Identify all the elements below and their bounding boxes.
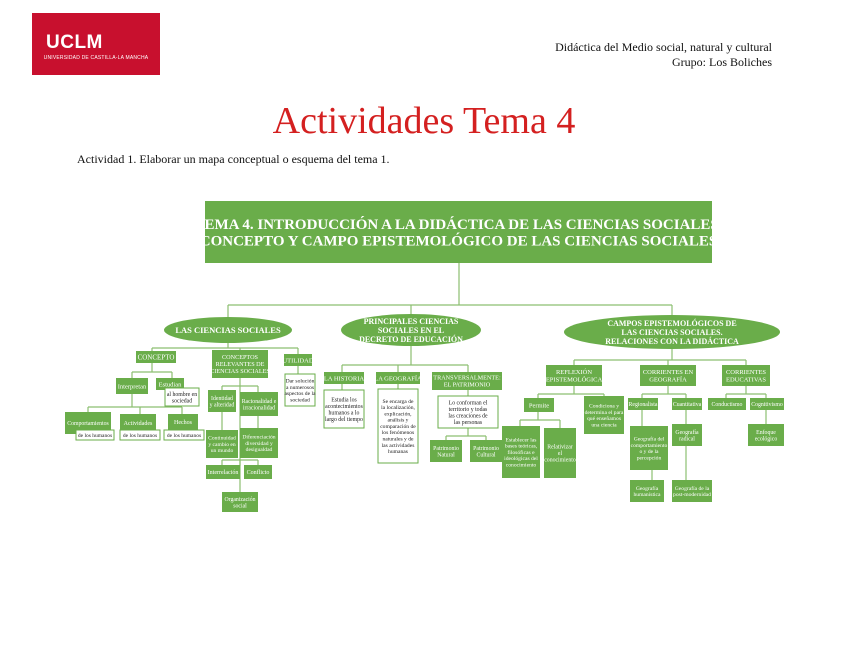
node-text: Patrimonio Cultural [473, 445, 499, 459]
node-condiciona [584, 396, 624, 434]
node-text: Regionalista [628, 402, 658, 409]
node-text: CORRIENTES EDUCATIVAS [725, 369, 767, 384]
node-text: Identidad y alteridad [209, 395, 235, 409]
node-la-geografia [374, 372, 422, 384]
node-conceptos-relevantes [210, 350, 270, 378]
node-text: de los humanos [166, 432, 202, 439]
node-transversal [432, 372, 502, 390]
node-enfoque-ecologico [748, 424, 784, 446]
node-text: Conflicto [246, 470, 270, 477]
node-text: Actividades [123, 421, 153, 428]
page-title: Actividades Tema 4 [272, 100, 576, 142]
node-text: de los humanos [77, 432, 113, 439]
node-text: TEMA 4. INTRODUCCIÓN A LA DIDÁCTICA DE LAS CIENCIAS SOCIALES. CONCEPTO Y CAMPO EPISTEMOLÓGICO DE LAS CIENCIAS SOCIALES [194, 216, 723, 250]
node-conductismo [708, 398, 746, 410]
node-text: UTILIDAD [282, 357, 314, 365]
node-geo-radical [672, 424, 702, 446]
node-text: Geografía humanística [633, 485, 661, 499]
node-geo-humanistica [630, 480, 664, 502]
node-regionalista [628, 398, 658, 410]
node-text: REFLEXIÓN EPISTEMOLÓGICA [545, 369, 603, 384]
node-text: CAMPOS EPISTEMOLÓGICOS DE LAS CIENCIAS SOCIALES. RELACIONES CON LA DIDÁCTICA [605, 318, 739, 346]
node-patrimonio-cultural [470, 440, 502, 462]
node-reflexion [546, 365, 603, 386]
node-utilidad [282, 354, 313, 366]
node-text: LA GEOGRAFÍA [374, 375, 422, 383]
main-title-box [194, 201, 722, 263]
node-text: CONCEPTOS RELEVANTES DE CIENCIAS SOCIALES [210, 354, 270, 376]
node-concepto [136, 351, 176, 363]
node-text: Estudian [158, 381, 182, 389]
node-geo-comportamiento [630, 426, 668, 470]
node-organizacion [222, 492, 258, 512]
node-text: Enfoque ecológico [754, 429, 778, 443]
logo-subtext: UNIVERSIDAD DE CASTILLA-LA MANCHA [43, 55, 149, 61]
node-actividades [120, 414, 156, 432]
node-conflicto [244, 465, 272, 479]
node-text: Racionalidad e irracionalidad [241, 398, 277, 412]
node-al-hombre [165, 388, 199, 406]
node-cuantitativa [672, 398, 702, 410]
node-text: de los humanos [122, 432, 158, 439]
activity-text: Actividad 1. Elaborar un mapa conceptual o esquema del tema 1. [77, 152, 390, 166]
node-text: Cognitivismo [751, 402, 783, 409]
node-hechos [168, 414, 198, 430]
node-relativizar [544, 428, 576, 478]
node-text: Geografía radical [675, 429, 699, 443]
node-cognitivismo [750, 398, 784, 410]
node-text: Dar solución a numerosos aspectos de la sociedad [284, 378, 316, 404]
node-text: Organización social [224, 496, 256, 510]
node-text: Diferenciación diversidad y desigualdad [242, 434, 276, 454]
node-de-los-humanos-3 [164, 430, 204, 440]
node-text: Permite [528, 402, 550, 410]
node-text: Estudia los acontecimientos humanos a lo largo del tiempo [325, 397, 363, 423]
node-text: Hechos [174, 420, 192, 427]
node-interpretan [116, 378, 148, 394]
node-text: Cuantitativa [672, 402, 702, 409]
node-text: PRINCIPALES CIENCIAS SOCIALES EN EL DECRETO DE EDUCACIÓN [359, 316, 463, 344]
node-corrientes-edu [722, 365, 770, 386]
branch-ciencias-sociales [164, 317, 292, 343]
node-text: Establecer las bases teóricas, filosóficas e ideológicas del conocimiento [504, 437, 538, 469]
node-text: Patrimonio Natural [433, 445, 459, 459]
node-interrelacion [206, 465, 240, 479]
node-continuidad [206, 430, 238, 458]
node-permite [524, 398, 554, 412]
node-diferenciacion [240, 428, 278, 458]
node-text: al hombre en sociedad [166, 391, 198, 405]
node-identidad [208, 390, 236, 412]
node-historia-desc [324, 390, 364, 428]
node-text: Comportamientos [67, 421, 109, 428]
node-text: Condiciona y determina el para qué enseñamos una ciencia [584, 403, 624, 429]
node-geo-postmodernidad [672, 480, 712, 502]
node-text: Geografía del comportamiento o y de la percepción [630, 436, 668, 462]
node-de-los-humanos-2 [120, 430, 160, 440]
logo-mark: UCLM [46, 32, 103, 53]
node-text: Geografía de la post-modernidad [673, 485, 711, 499]
node-dar-solucion [284, 374, 316, 406]
concept-map-nodes [65, 201, 784, 512]
node-text: CONCEPTO [137, 353, 175, 362]
node-text: Continuidad y cambio en un mundo [208, 435, 236, 455]
course-name: Didáctica del Medio social, natural y cultural [555, 40, 772, 54]
node-text: LAS CIENCIAS SOCIALES [175, 324, 281, 335]
branch-principales-ciencias [341, 314, 481, 346]
node-text: TRANSVERSALMENTE: EL PATRIMONIO [433, 374, 501, 389]
node-text: Interpretan [117, 383, 147, 391]
branch-campos-epistemologicos [564, 315, 780, 349]
node-racionalidad [240, 392, 278, 416]
node-de-los-humanos-1 [76, 430, 114, 440]
node-geografia-desc [378, 389, 418, 463]
node-text: CORRIENTES EN GEOGRAFÍA [642, 369, 694, 384]
node-text: Interrelación [207, 470, 239, 477]
node-text: LA HISTORIA [323, 375, 365, 383]
node-text: Relativizar el conocimiento [544, 444, 576, 464]
node-la-historia [324, 372, 364, 384]
node-patrimonio-desc [438, 396, 498, 428]
node-establecer [502, 426, 540, 478]
node-text: Se encarga de la localización, explicación, análisis y comparación de los fenómenos naturales y de las actividades humanas [380, 398, 416, 456]
node-text: Lo conforman el territorio y todas las creaciones de las personas [448, 400, 488, 426]
node-corrientes-geo [640, 365, 696, 386]
group-name: Grupo: Los Boliches [672, 55, 772, 69]
node-patrimonio-natural [430, 440, 462, 462]
node-text: Conductismo [711, 402, 743, 409]
